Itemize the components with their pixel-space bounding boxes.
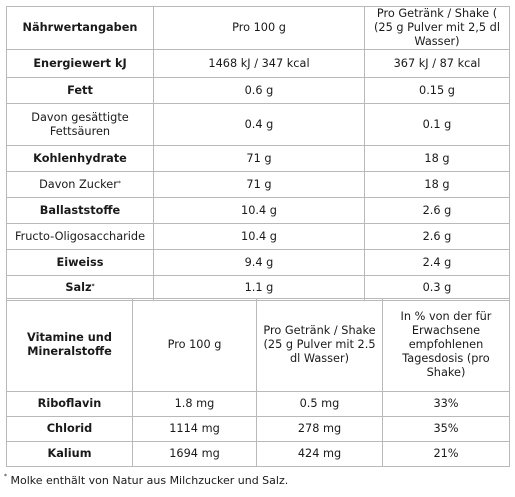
value-per-100g: 1468 kJ / 347 kcal xyxy=(154,50,365,78)
value-per-100g: 71 g xyxy=(154,146,365,172)
nutrient-name-text: Kohlenhydrate xyxy=(33,151,127,165)
nutrient-name-text: Davon gesättigte Fettsäuren xyxy=(31,110,129,138)
value-per-shake: 0.15 g xyxy=(365,78,510,104)
nutrient-name xyxy=(7,172,154,198)
header-per-100g: Pro 100 g xyxy=(154,7,365,50)
nutrient-name xyxy=(7,276,154,301)
nutrient-name-text: Ballaststoffe xyxy=(39,203,121,217)
value-per-shake: 18 g xyxy=(365,172,510,198)
mineral-name: Kalium xyxy=(7,442,133,467)
daily-percent: 33% xyxy=(383,392,510,417)
nutrient-name xyxy=(7,250,154,276)
value-per-shake: 2.6 g xyxy=(365,198,510,224)
value-per-shake: 0.3 g xyxy=(365,276,510,301)
header-daily-percent: In % von der für Erwachsene empfohlenen Tagesdosis (pro Shake) xyxy=(383,299,510,392)
value-per-100g: 1.1 g xyxy=(154,276,365,301)
mineral-name: Chlorid xyxy=(7,417,133,442)
nutrition-row xyxy=(7,172,510,198)
daily-percent: 35% xyxy=(383,417,510,442)
mineral-row xyxy=(7,442,510,467)
footnote-mark: * xyxy=(117,179,121,187)
nutrition-row xyxy=(7,198,510,224)
nutrition-row xyxy=(7,224,510,250)
value-per-shake: 2.4 g xyxy=(365,250,510,276)
nutrient-name-text: Davon Zucker xyxy=(39,177,118,191)
header-per-100g: Pro 100 g xyxy=(133,299,257,392)
nutrition-row xyxy=(7,146,510,172)
value-per-100g: 10.4 g xyxy=(154,198,365,224)
value-per-100g: 0.6 g xyxy=(154,78,365,104)
value-per-shake: 0.1 g xyxy=(365,104,510,146)
header-nutrition-label: Nährwertangaben xyxy=(7,7,154,50)
nutrient-name xyxy=(7,78,154,104)
value-per-100g: 0.4 g xyxy=(154,104,365,146)
value-per-100g: 10.4 g xyxy=(154,224,365,250)
value-per-shake: 18 g xyxy=(365,146,510,172)
mineral-row xyxy=(7,392,510,417)
footnote-mark: * xyxy=(91,283,95,290)
footnote-mark: * xyxy=(4,473,7,480)
nutrient-name xyxy=(7,224,154,250)
nutrient-name-text: Energiewert kJ xyxy=(33,56,127,70)
vitamins-minerals-table xyxy=(6,298,510,467)
nutrient-name-text: Fructo-Oligosaccharide xyxy=(14,229,146,243)
value-per-100g: 1.8 mg xyxy=(133,392,257,417)
nutrient-name-text: Salz xyxy=(65,281,92,294)
value-per-100g: 1114 mg xyxy=(133,417,257,442)
nutrition-row xyxy=(7,50,510,78)
daily-percent: 21% xyxy=(383,442,510,467)
value-per-shake: 0.5 mg xyxy=(257,392,383,417)
nutrition-row xyxy=(7,78,510,104)
mineral-name: Riboflavin xyxy=(7,392,133,417)
mineral-row xyxy=(7,417,510,442)
nutrition-table xyxy=(6,6,510,301)
header-vitamins-label: Vitamine und Mineralstoffe xyxy=(7,299,133,392)
nutrition-header-row xyxy=(7,7,510,50)
nutrient-name xyxy=(7,198,154,224)
value-per-100g: 9.4 g xyxy=(154,250,365,276)
nutrient-name-text: Fett xyxy=(67,83,93,97)
header-per-shake: Pro Getränk / Shake (25 g Pulver mit 2.5 dl Wasser) xyxy=(257,299,383,392)
vitamins-header-row xyxy=(7,299,510,392)
nutrient-name xyxy=(7,50,154,78)
nutrition-row xyxy=(7,250,510,276)
value-per-shake: 367 kJ / 87 kcal xyxy=(365,50,510,78)
footnote-text: Molke enthält von Natur aus Milchzucker und Salz. xyxy=(10,474,289,487)
nutrient-name xyxy=(7,104,154,146)
nutrient-name-text: Eiweiss xyxy=(56,255,104,269)
value-per-shake: 278 mg xyxy=(257,417,383,442)
nutrition-row xyxy=(7,104,510,146)
header-per-shake: Pro Getränk / Shake ( (25 g Pulver mit 2,5 dl Wasser) xyxy=(365,7,510,50)
value-per-shake: 2.6 g xyxy=(365,224,510,250)
value-per-shake: 424 mg xyxy=(257,442,383,467)
value-per-100g: 1694 mg xyxy=(133,442,257,467)
footnote xyxy=(4,474,288,487)
nutrient-name xyxy=(7,146,154,172)
value-per-100g: 71 g xyxy=(154,172,365,198)
nutrition-row xyxy=(7,276,510,301)
